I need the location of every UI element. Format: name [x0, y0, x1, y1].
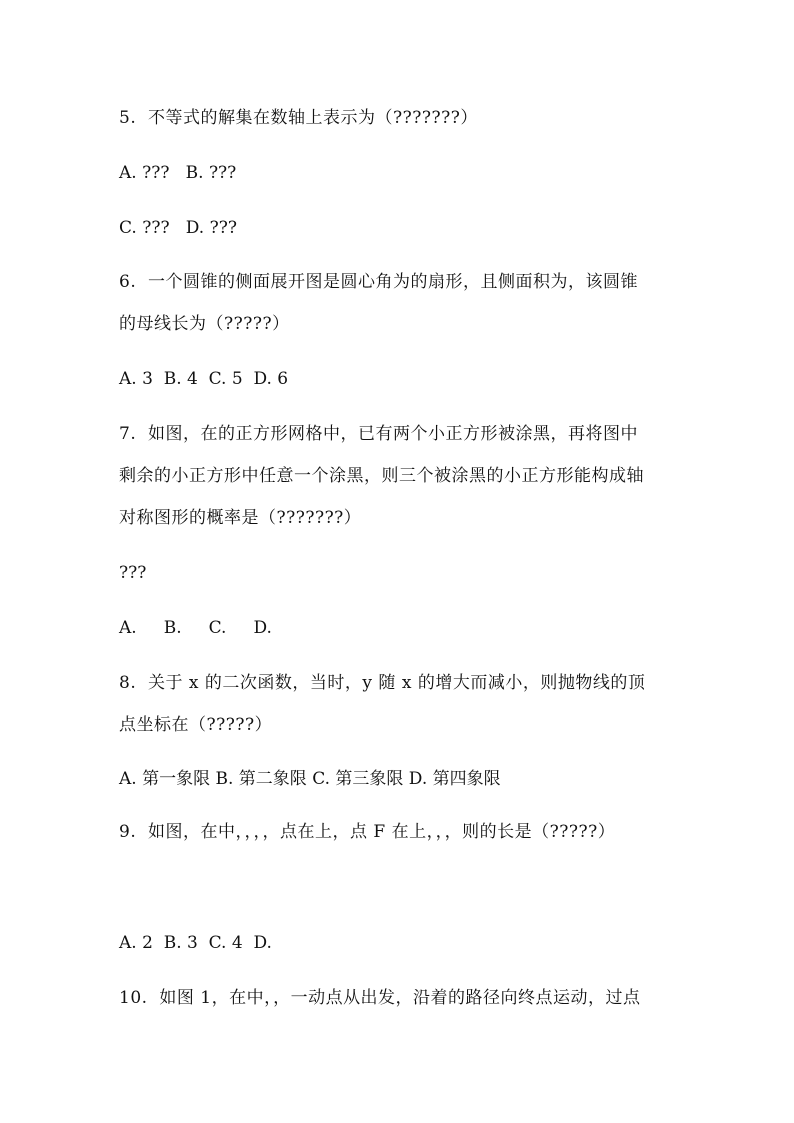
- question-6-options: A. 3 B. 4 C. 5 D. 6: [119, 369, 289, 389]
- question-8-options: A. 第一象限 B. 第二象限 C. 第三象限 D. 第四象限: [119, 769, 501, 789]
- question-7-stem-line-1: 7. 如图，在的正方形网格中，已有两个小正方形被涂黑，再将图中: [119, 424, 639, 444]
- question-5-options-cd: C. ??? D. ???: [119, 218, 237, 238]
- question-8-stem-line-2: 点坐标在（?????）: [119, 715, 273, 735]
- question-8-stem-line-1: 8. 关于 x 的二次函数，当时，y 随 x 的增大而减小，则抛物线的顶: [119, 673, 646, 693]
- question-10-stem-line-1: 10. 如图 1，在中，，一动点从出发，沿着的路径向终点运动，过点: [119, 988, 641, 1008]
- question-5-options-ab: A. ??? B. ???: [119, 163, 237, 183]
- question-9-stem: 9. 如图，在中，，，，点在上，点 F 在上，，，则的长是（?????）: [119, 822, 616, 842]
- question-9-options: A. 2 B. 3 C. 4 D.: [119, 933, 272, 953]
- question-6-stem-line-2: 的母线长为（?????）: [119, 314, 290, 334]
- question-7-stem-line-3: 对称图形的概率是（???????）: [119, 508, 362, 528]
- question-7-stem-line-2: 剩余的小正方形中任意一个涂黑，则三个被涂黑的小正方形能构成轴: [119, 466, 644, 486]
- question-5-stem: 5. 不等式的解集在数轴上表示为（???????）: [119, 108, 478, 128]
- question-7-options: A. B. C. D.: [119, 618, 272, 638]
- question-7-figure-placeholder: ???: [119, 563, 147, 583]
- question-6-stem-line-1: 6. 一个圆锥的侧面展开图是圆心角为的扇形，且侧面积为，该圆锥: [119, 272, 639, 292]
